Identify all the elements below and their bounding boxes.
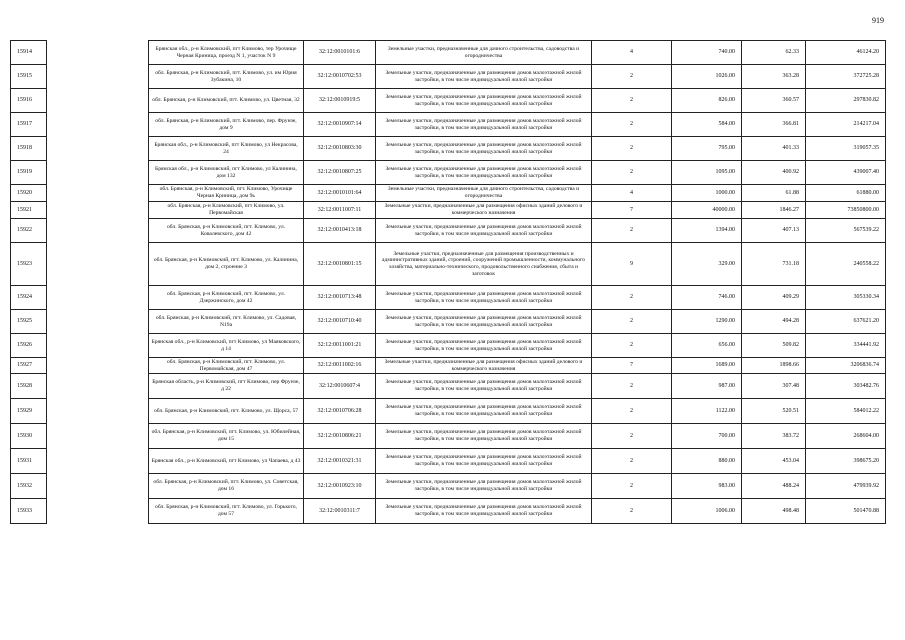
land-purpose-cell: Земельные участки, предназначенные для размещения домов малоэтажной жилой застройки, в том числе индивидуальной жилой застройки [376, 334, 592, 358]
address-cell: обл. Брянская, р-н Климовский, пгт Климово, ул. Первомайская [149, 202, 304, 219]
category-cell: 2 [592, 334, 672, 358]
area-cell: 584.00 [672, 113, 742, 137]
land-purpose-cell: Земельные участки, предназначенные для размещения домов малоэтажной жилой застройки, в том числе индивидуальной жилой застройки [376, 374, 592, 399]
address-cell: Брянская обл., р-н Климовский, пгт Климово, ул Калинина, дом 132 [149, 161, 304, 185]
area-cell: 40000.00 [672, 202, 742, 219]
category-cell: 4 [592, 185, 672, 202]
specific-value-cell: 488.24 [742, 474, 806, 499]
address-cell: обл. Брянская, р-н Климовский, пгт. Климово, ул. Цветная, 32 [149, 89, 304, 113]
row-number: 15931 [11, 449, 47, 474]
cadastral-value-cell: 214217.04 [806, 113, 886, 137]
category-cell: 2 [592, 286, 672, 310]
table-row [11, 89, 886, 113]
cadastral-number-cell: 32:12:0010803:30 [304, 137, 376, 161]
category-cell: 2 [592, 137, 672, 161]
row-number: 15921 [11, 202, 47, 219]
table-row [11, 161, 886, 185]
cadastral-number-cell: 32:12:0010907:14 [304, 113, 376, 137]
table-row [11, 358, 886, 374]
specific-value-cell: 383.72 [742, 424, 806, 449]
row-number: 15922 [11, 219, 47, 243]
area-cell: 795.00 [672, 137, 742, 161]
cadastral-number-cell: 32:12:0010713:48 [304, 286, 376, 310]
area-cell: 1689.00 [672, 358, 742, 374]
area-cell: 1122.00 [672, 399, 742, 424]
land-purpose-cell: Земельные участки, предназначенные для размещения домов малоэтажной жилой застройки, в том числе индивидуальной жилой застройки [376, 65, 592, 89]
table-row [11, 137, 886, 161]
area-cell: 826.00 [672, 89, 742, 113]
specific-value-cell: 400.92 [742, 161, 806, 185]
spacer-cell [47, 161, 149, 185]
row-number: 15919 [11, 161, 47, 185]
cadastral-number-cell: 32:12:0010706:28 [304, 399, 376, 424]
cadastral-number-cell: 32:12:0010101:64 [304, 185, 376, 202]
category-cell: 4 [592, 41, 672, 65]
address-cell: обл. Брянская, р-н Климовский, пгт. Климово, ул. Юбилейная, дом 15 [149, 424, 304, 449]
table-row [11, 374, 886, 399]
area-cell: 746.00 [672, 286, 742, 310]
spacer-cell [47, 219, 149, 243]
cadastral-number-cell: 32:12:0010702:53 [304, 65, 376, 89]
address-cell: обл. Брянская, р-н Климовский, пгт. Климово, ул. Ковалевского, дом 42 [149, 219, 304, 243]
row-number: 15917 [11, 113, 47, 137]
row-number: 15928 [11, 374, 47, 399]
land-purpose-cell: Земельные участки, предназначенные для дачного строительства, садоводства и огородничества [376, 41, 592, 65]
row-number: 15930 [11, 424, 47, 449]
category-cell: 7 [592, 358, 672, 374]
cadastral-number-cell: 32:12:0010801:15 [304, 243, 376, 286]
spacer-cell [47, 358, 149, 374]
row-number: 15924 [11, 286, 47, 310]
table-row [11, 424, 886, 449]
spacer-cell [47, 243, 149, 286]
specific-value-cell: 401.33 [742, 137, 806, 161]
spacer-cell [47, 89, 149, 113]
address-cell: Брянская обл., р-н Климовский, пгт Климово, ул Некрасова, 24 [149, 137, 304, 161]
land-purpose-cell: Земельные участки, предназначенные для размещения домов малоэтажной жилой застройки, в том числе индивидуальной жилой застройки [376, 449, 592, 474]
address-cell: обл. Брянская, р-н Климовский, пгт. Климово, Урочище Черная Криница, дом 9ь [149, 185, 304, 202]
land-purpose-cell: Земельные участки, предназначенные для размещения домов малоэтажной жилой застройки, в том числе индивидуальной жилой застройки [376, 474, 592, 499]
row-number: 15927 [11, 358, 47, 374]
area-cell: 656.00 [672, 334, 742, 358]
cadastral-value-cell: 240558.22 [806, 243, 886, 286]
spacer-cell [47, 41, 149, 65]
spacer-cell [47, 286, 149, 310]
row-number: 15920 [11, 185, 47, 202]
specific-value-cell: 498.48 [742, 499, 806, 524]
row-number: 15915 [11, 65, 47, 89]
cadastral-value-cell: 297830.82 [806, 89, 886, 113]
land-purpose-cell: Земельные участки, предназначенные для дачного строительства, садоводства и огородничества [376, 185, 592, 202]
specific-value-cell: 409.29 [742, 286, 806, 310]
area-cell: 1095.00 [672, 161, 742, 185]
category-cell: 2 [592, 474, 672, 499]
area-cell: 1394.00 [672, 219, 742, 243]
category-cell: 2 [592, 374, 672, 399]
land-purpose-cell: Земельные участки, предназначенные для размещения офисных зданий делового и коммерческого назначения [376, 358, 592, 374]
cadastral-value-cell: 501470.88 [806, 499, 886, 524]
address-cell: обл. Брянская, р-н Климовский, пгт. Климово, ул. Садовая, N19а [149, 310, 304, 334]
spacer-cell [47, 310, 149, 334]
category-cell: 2 [592, 89, 672, 113]
specific-value-cell: 1898.66 [742, 358, 806, 374]
address-cell: обл. Брянская, р-н Климовский, пгт. Климово, ул. Первомайская, дом 47 [149, 358, 304, 374]
address-cell: Брянская обл., р-н Климовский, пгт Климово, ул Чапаева, д 43 [149, 449, 304, 474]
address-cell: Брянская обл., р-н Климовский, пгт Климово, тер Урочище Черная Криница, проезд N 1, участок N 9 [149, 41, 304, 65]
specific-value-cell: 494.28 [742, 310, 806, 334]
category-cell: 2 [592, 399, 672, 424]
category-cell: 2 [592, 499, 672, 524]
area-cell: 329.00 [672, 243, 742, 286]
category-cell: 2 [592, 449, 672, 474]
table-row [11, 474, 886, 499]
specific-value-cell: 1846.27 [742, 202, 806, 219]
specific-value-cell: 509.82 [742, 334, 806, 358]
page-number: 919 [872, 16, 884, 25]
cadastral-value-cell: 319057.35 [806, 137, 886, 161]
spacer-cell [47, 137, 149, 161]
category-cell: 2 [592, 424, 672, 449]
cadastral-value-cell: 398675.20 [806, 449, 886, 474]
land-purpose-cell: Земельные участки, предназначенные для размещения домов малоэтажной жилой застройки, в том числе индивидуальной жилой застройки [376, 286, 592, 310]
land-purpose-cell: Земельные участки, предназначенные для размещения офисных зданий делового и коммерческого назначения [376, 202, 592, 219]
cadastral-value-cell: 637621.20 [806, 310, 886, 334]
cadastral-number-cell: 32:12:0010919:5 [304, 89, 376, 113]
table-row [11, 185, 886, 202]
address-cell: Брянская область, р-н Климовский, пгт Климово, пер Фрунзе, д 22 [149, 374, 304, 399]
cadastral-value-cell: 479939.92 [806, 474, 886, 499]
cadastral-number-cell: 32:12:0011002:16 [304, 358, 376, 374]
cadastral-number-cell: 32:12:0010607:4 [304, 374, 376, 399]
address-cell: обл. Брянская, р-н Климовский, пгт. Климово, ул. Щорса, 57 [149, 399, 304, 424]
land-purpose-cell: Земельные участки, предназначенные для размещения домов малоэтажной жилой застройки, в том числе индивидуальной жилой застройки [376, 399, 592, 424]
cadastral-value-cell: 439007.40 [806, 161, 886, 185]
land-purpose-cell: Земельные участки, предназначенные для размещения домов малоэтажной жилой застройки, в том числе индивидуальной жилой застройки [376, 89, 592, 113]
cadastral-number-cell: 32:12:0011001:21 [304, 334, 376, 358]
spacer-cell [47, 474, 149, 499]
area-cell: 1006.00 [672, 499, 742, 524]
row-number: 15933 [11, 499, 47, 524]
category-cell: 7 [592, 202, 672, 219]
cadastral-value-cell: 3206836.74 [806, 358, 886, 374]
address-cell: обл. Брянская, р-н Климовский, пгт. Климово, ул. Горького, дом 57 [149, 499, 304, 524]
category-cell: 2 [592, 65, 672, 89]
category-cell: 2 [592, 219, 672, 243]
address-cell: обл. Брянская, р-н Климовский, пгт. Климово, ул. им Юрия Зубакина, 10 [149, 65, 304, 89]
row-number: 15918 [11, 137, 47, 161]
area-cell: 987.00 [672, 374, 742, 399]
cadastral-value-cell: 334441.92 [806, 334, 886, 358]
spacer-cell [47, 499, 149, 524]
spacer-cell [47, 374, 149, 399]
cadastral-number-cell: 32:12:0010806:21 [304, 424, 376, 449]
area-cell: 1000.00 [672, 185, 742, 202]
land-purpose-cell: Земельные участки, предназначенные для размещения домов малоэтажной жилой застройки, в том числе индивидуальной жилой застройки [376, 424, 592, 449]
land-purpose-cell: Земельные участки, предназначенные для размещения домов малоэтажной жилой застройки, в том числе индивидуальной жилой застройки [376, 113, 592, 137]
spacer-cell [47, 334, 149, 358]
address-cell: обл. Брянская, р-н Климовский, пгт. Климово, ул. Калинина, дом 2, строение 3 [149, 243, 304, 286]
category-cell: 9 [592, 243, 672, 286]
cadastral-value-cell: 303482.76 [806, 374, 886, 399]
specific-value-cell: 307.48 [742, 374, 806, 399]
specific-value-cell: 520.51 [742, 399, 806, 424]
table-row [11, 286, 886, 310]
area-cell: 740.00 [672, 41, 742, 65]
cadastral-value-cell: 268604.00 [806, 424, 886, 449]
spacer-cell [47, 185, 149, 202]
row-number: 15923 [11, 243, 47, 286]
table-row [11, 41, 886, 65]
cadastral-number-cell: 32:12:0010413:18 [304, 219, 376, 243]
table-row [11, 499, 886, 524]
spacer-cell [47, 424, 149, 449]
cadastral-number-cell: 32:12:0010807:25 [304, 161, 376, 185]
land-purpose-cell: Земельные участки, предназначенные для размещения домов малоэтажной жилой застройки, в том числе индивидуальной жилой застройки [376, 137, 592, 161]
cadastral-number-cell: 32:12:0010101:6 [304, 41, 376, 65]
cadastral-value-cell: 305330.34 [806, 286, 886, 310]
area-cell: 880.00 [672, 449, 742, 474]
specific-value-cell: 360.57 [742, 89, 806, 113]
table-row [11, 219, 886, 243]
cadastral-number-cell: 32:12:0010710:40 [304, 310, 376, 334]
specific-value-cell: 453.04 [742, 449, 806, 474]
area-cell: 700.00 [672, 424, 742, 449]
table-row [11, 243, 886, 286]
cadastral-value-cell: 73850800.00 [806, 202, 886, 219]
cadastral-number-cell: 32:12:0011007:11 [304, 202, 376, 219]
category-cell: 2 [592, 310, 672, 334]
cadastral-registry-table [10, 40, 886, 524]
cadastral-number-cell: 32:12:0010311:7 [304, 499, 376, 524]
land-purpose-cell: Земельные участки, предназначенные для размещения домов малоэтажной жилой застройки, в том числе индивидуальной жилой застройки [376, 161, 592, 185]
cadastral-value-cell: 372725.28 [806, 65, 886, 89]
address-cell: обл. Брянская, р-н Климовский, пгт. Климово, пер. Фрунзе, дом 9 [149, 113, 304, 137]
spacer-cell [47, 399, 149, 424]
table-row [11, 310, 886, 334]
specific-value-cell: 366.81 [742, 113, 806, 137]
row-number: 15929 [11, 399, 47, 424]
cadastral-value-cell: 584012.22 [806, 399, 886, 424]
land-purpose-cell: Земельные участки, предназначенные для размещения производственных и административных зданий, строений, сооружений промышленности, коммунального хозяйства, материально-технического, продовольственного снабжения, сбыта и заготовок [376, 243, 592, 286]
land-purpose-cell: Земельные участки, предназначенные для размещения домов малоэтажной жилой застройки, в том числе индивидуальной жилой застройки [376, 310, 592, 334]
area-cell: 1290.00 [672, 310, 742, 334]
address-cell: Брянская обл., р-н Климовский, пгт Климово, ул Маяковского, д 14 [149, 334, 304, 358]
spacer-cell [47, 113, 149, 137]
cadastral-number-cell: 32:12:0010923:10 [304, 474, 376, 499]
row-number: 15925 [11, 310, 47, 334]
category-cell: 2 [592, 113, 672, 137]
table-row [11, 65, 886, 89]
row-number: 15916 [11, 89, 47, 113]
specific-value-cell: 62.33 [742, 41, 806, 65]
cadastral-value-cell: 46124.20 [806, 41, 886, 65]
cadastral-value-cell: 567539.22 [806, 219, 886, 243]
category-cell: 2 [592, 161, 672, 185]
row-number: 15914 [11, 41, 47, 65]
cadastral-number-cell: 32:12:0010321:31 [304, 449, 376, 474]
address-cell: обл. Брянская, р-н Климовский, пгт. Климово, ул. Советская, дом 16 [149, 474, 304, 499]
specific-value-cell: 407.13 [742, 219, 806, 243]
spacer-cell [47, 65, 149, 89]
area-cell: 1026.00 [672, 65, 742, 89]
table-row [11, 334, 886, 358]
table-row [11, 399, 886, 424]
table-row [11, 202, 886, 219]
table-row [11, 113, 886, 137]
specific-value-cell: 61.88 [742, 185, 806, 202]
spacer-cell [47, 202, 149, 219]
area-cell: 983.00 [672, 474, 742, 499]
specific-value-cell: 731.18 [742, 243, 806, 286]
land-purpose-cell: Земельные участки, предназначенные для размещения домов малоэтажной жилой застройки, в том числе индивидуальной жилой застройки [376, 499, 592, 524]
spacer-cell [47, 449, 149, 474]
specific-value-cell: 363.28 [742, 65, 806, 89]
land-purpose-cell: Земельные участки, предназначенные для размещения домов малоэтажной жилой застройки, в том числе индивидуальной жилой застройки [376, 219, 592, 243]
row-number: 15932 [11, 474, 47, 499]
row-number: 15926 [11, 334, 47, 358]
table-row [11, 449, 886, 474]
cadastral-value-cell: 61880.00 [806, 185, 886, 202]
address-cell: обл. Брянская, р-н Климовский, пгт. Климово, ул. Дзержинского, дом 42 [149, 286, 304, 310]
